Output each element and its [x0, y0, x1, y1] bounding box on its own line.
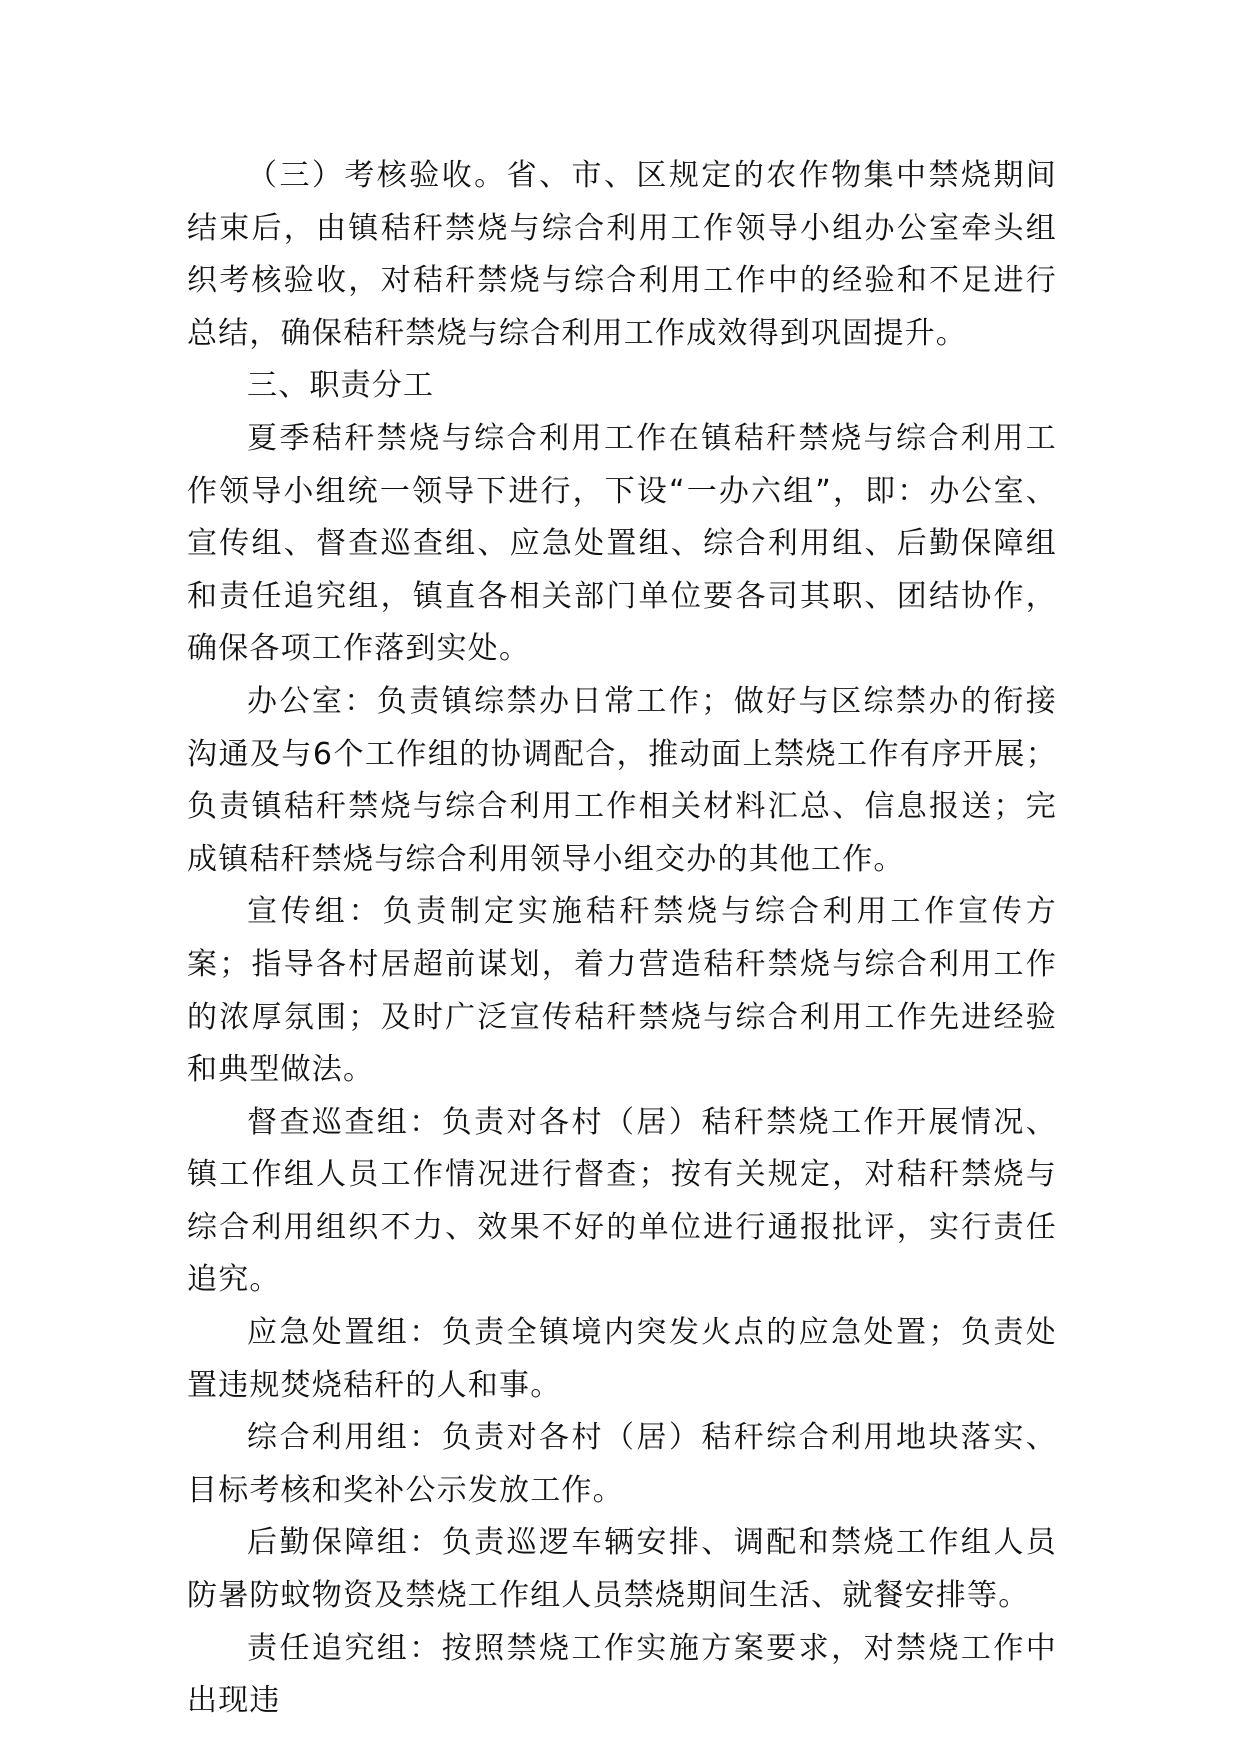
paragraph-publicity: 宣传组：负责制定实施秸秆禁烧与综合利用工作宣传方案；指导各村居超前谋划，着力营造秸秆禁烧与综合利用工作的浓厚氛围；及时广泛宣传秸秆禁烧与综合利用工作先进经验和典型做法。 [187, 894, 1057, 1088]
paragraph-accountability: 责任追究组：按照禁烧工作实施方案要求，对禁烧工作中出现违 [187, 1630, 1057, 1719]
paragraph-logistics: 后勤保障组：负责巡逻车辆安排、调配和禁烧工作组人员防暑防蚊物资及禁烧工作组人员禁烧期间生活、就餐安排等。 [187, 1525, 1057, 1614]
paragraph-inspection: 督查巡查组：负责对各村（居）秸秆禁烧工作开展情况、镇工作组人员工作情况进行督查；按有关规定，对秸秆禁烧与综合利用组织不力、效果不好的单位进行通报批评，实行责任追究。 [187, 1104, 1057, 1298]
paragraph-overview: 夏季秸秆禁烧与综合利用工作在镇秸秆禁烧与综合利用工作领导小组统一领导下进行，下设“一办六组”，即：办公室、宣传组、督查巡查组、应急处置组、综合利用组、后勤保障组和责任追究组，镇直各相关部门单位要各司其职、团结协作，确保各项工作落到实处。 [187, 420, 1057, 667]
section-heading-duties: 三、职责分工 [247, 368, 435, 404]
paragraph-utilization: 综合利用组：负责对各村（居）秸秆综合利用地块落实、目标考核和奖补公示发放工作。 [187, 1420, 1057, 1508]
document-body [187, 150, 1057, 1728]
paragraph-assessment: （三）考核验收。省、市、区规定的农作物集中禁烧期间结束后，由镇秸秆禁烧与综合利用工作领导小组办公室牵头组织考核验收，对秸秆禁烧与综合利用工作中的经验和不足进行总结，确保秸秆禁烧与综合利用工作成效得到巩固提升。 [187, 158, 1057, 351]
paragraph-emergency: 应急处置组：负责全镇境内突发火点的应急处置；负责处置违规焚烧秸秆的人和事。 [187, 1315, 1057, 1403]
paragraph-office: 办公室：负责镇综禁办日常工作；做好与区综禁办的衔接沟通及与6个工作组的协调配合，推动面上禁烧工作有序开展；负责镇秸秆禁烧与综合利用工作相关材料汇总、信息报送；完成镇秸秆禁烧与综合利用领导小组交办的其他工作。 [187, 683, 1057, 877]
